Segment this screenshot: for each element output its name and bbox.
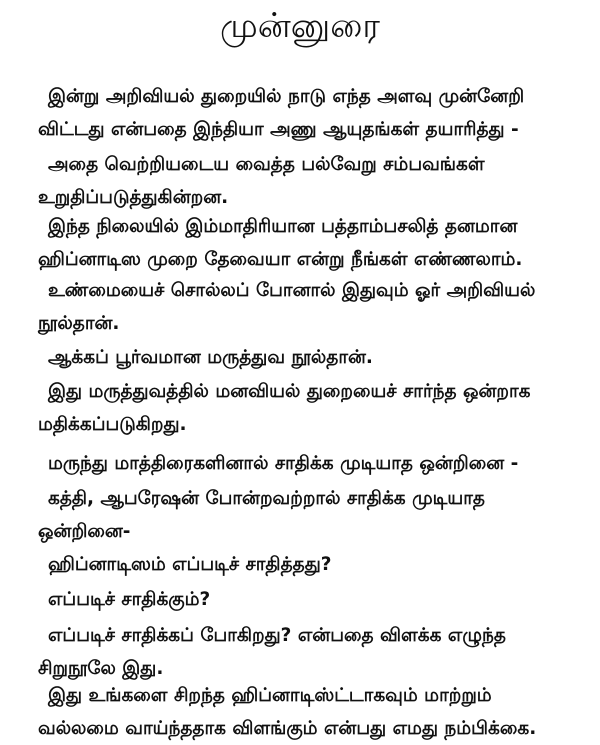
paragraph-6 bbox=[36, 375, 588, 441]
paragraph-10-line-1: எப்படிச் சாதிக்கும்? bbox=[48, 589, 211, 610]
paragraph-11 bbox=[36, 619, 588, 685]
paragraph-3 bbox=[36, 210, 588, 276]
paragraph-5-line-1: ஆக்கப் பூர்வமான மருத்துவ நூல்தான். bbox=[48, 347, 373, 368]
paragraph-12 bbox=[36, 679, 588, 745]
paragraph-1-line-2: விட்டது என்பதை இந்தியா அணு ஆயுதங்கள் தயாரித்து - bbox=[38, 119, 519, 140]
paragraph-4-line-1: உண்மையைச் சொல்லப் போனால் இதுவும் ஓர் அறிவியல் bbox=[48, 280, 536, 301]
paragraph-11-line-2: சிறுநூலே இது. bbox=[38, 658, 164, 679]
paragraph-8 bbox=[36, 482, 588, 548]
paragraph-3-line-2: ஹிப்னாடிஸ முறை தேவையா என்று நீங்கள் எண்ணலாம். bbox=[38, 249, 523, 270]
paragraph-2 bbox=[36, 148, 588, 214]
paragraph-7 bbox=[36, 447, 588, 480]
paragraph-7-line-1: மருந்து மாத்திரைகளினால் சாதிக்க முடியாத ஒன்றினை - bbox=[48, 453, 519, 474]
paragraph-12-line-1: இது உங்களை சிறந்த ஹிப்னாடிஸ்ட்டாகவும் மாற்றும் bbox=[48, 685, 492, 706]
paragraph-8-line-2: ஒன்றினை- bbox=[38, 521, 131, 542]
paragraph-2-line-2: உறுதிப்படுத்துகின்றன. bbox=[38, 187, 229, 208]
paragraph-4-line-2: நூல்தான். bbox=[38, 313, 120, 334]
paragraph-9 bbox=[36, 548, 588, 581]
paragraph-12-line-2: வல்லமை வாய்ந்ததாக விளங்கும் என்பது எமது நம்பிக்கை. bbox=[38, 718, 537, 739]
page-title: முன்னுரை bbox=[220, 6, 380, 46]
paragraph-3-line-1: இந்த நிலையில் இம்மாதிரியான பத்தாம்பசலித் தனமான bbox=[48, 216, 518, 237]
paragraph-6-line-2: மதிக்கப்படுகிறது. bbox=[38, 414, 187, 435]
paragraph-2-line-1: அதை வெற்றியடைய வைத்த பல்வேறு சம்பவங்கள் bbox=[48, 154, 485, 175]
paragraph-6-line-1: இது மருத்துவத்தில் மனவியல் துறையைச் சார்ந்த ஒன்றாக bbox=[48, 381, 531, 402]
paragraph-1 bbox=[36, 80, 588, 146]
paragraph-9-line-1: ஹிப்னாடிஸம் எப்படிச் சாதித்தது? bbox=[48, 554, 332, 575]
paragraph-4 bbox=[36, 274, 588, 340]
paragraph-8-line-1: கத்தி, ஆபரேஷன் போன்றவற்றால் சாதிக்க முடியாத bbox=[48, 488, 485, 509]
paragraph-1-line-1: இன்று அறிவியல் துறையில் நாடு எந்த அளவு முன்னேறி bbox=[48, 86, 525, 107]
paragraph-11-line-1: எப்படிச் சாதிக்கப் போகிறது? என்பதை விளக்க எழுந்த bbox=[48, 625, 506, 646]
paragraph-5 bbox=[36, 341, 588, 374]
paragraph-10 bbox=[36, 583, 588, 616]
